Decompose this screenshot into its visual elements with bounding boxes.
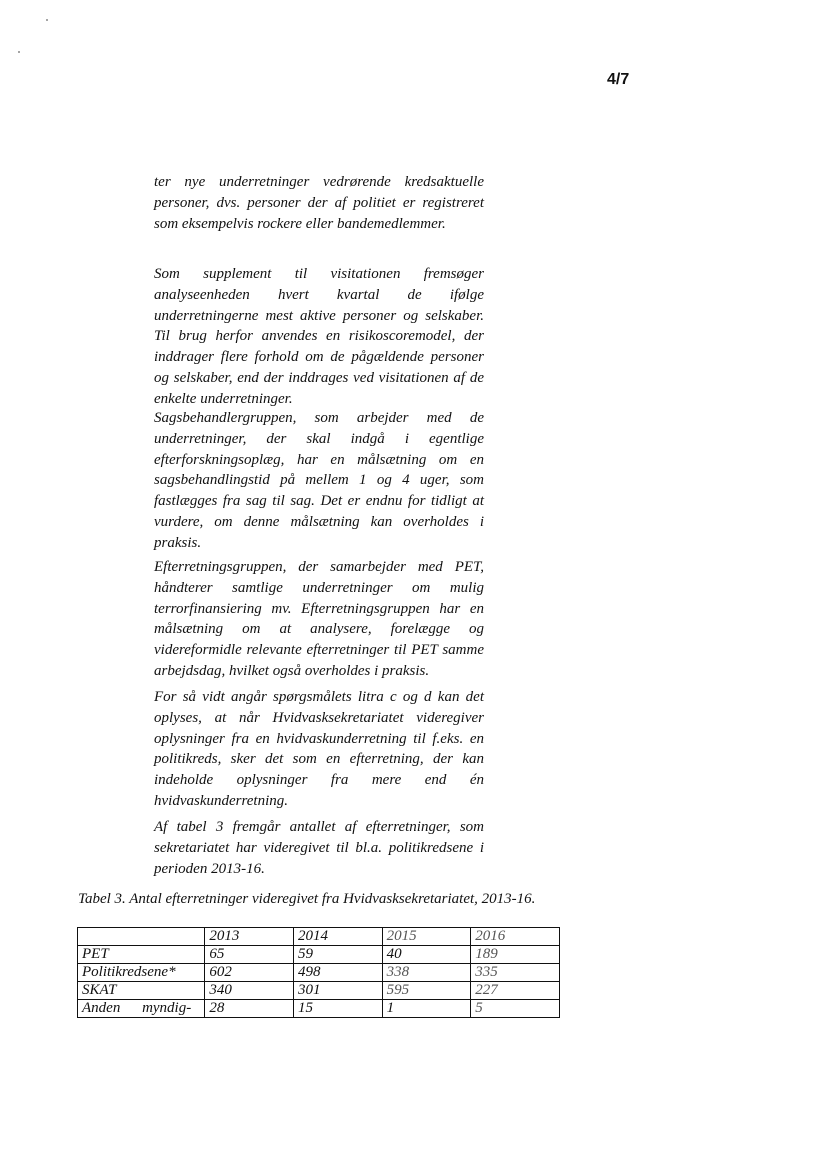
table-cell: 15 (294, 1000, 383, 1018)
table-row (78, 982, 560, 1000)
table-cell: 1 (382, 1000, 471, 1018)
efterretninger-table (77, 927, 560, 1018)
page-number: 4/7 (607, 71, 630, 88)
table-cell: 40 (382, 946, 471, 964)
table-cell: 498 (294, 964, 383, 982)
paragraph-3: Sagsbehandlergruppen, som arbejder med de underretninger, der skal indgå i egentlige efterforskningsoplæg, har en målsætning om en sagsbehandlingstid på mellem 1 og 4 uger, som fastlægges fra sag til sag. Det er endnu for tidligt at vurdere, om denne målsætning kan overholdes i praksis. (154, 410, 484, 551)
table-cell: 227 (471, 982, 560, 1000)
table-row (78, 946, 560, 964)
paragraph-6: Af tabel 3 fremgår antallet af efterretninger, som sekretariatet har videregivet til bl.a. politikredsene i perioden 2013-16. (154, 819, 484, 877)
scan-speck (18, 51, 20, 53)
table-cell: 595 (382, 982, 471, 1000)
table-header-row (78, 928, 560, 946)
table-caption: Tabel 3. Antal efterretninger videregivet fra Hvidvasksekretariatet, 2013-16. (78, 891, 536, 907)
table-header-cell: 2013 (205, 928, 294, 946)
table-row-label: PET (78, 946, 205, 964)
paragraph-4: Efterretningsgruppen, der samarbejder med PET, håndterer samtlige underretninger om mulig terrorfinansiering mv. Efterretningsgruppen har en målsætning om at analysere, forelægge og videreformidle relevante efterretninger til PET samme arbejdsdag, hvilket også overholdes i praksis. (154, 559, 484, 679)
table-header-cell: 2015 (382, 928, 471, 946)
table-cell: 340 (205, 982, 294, 1000)
table-header-cell (78, 928, 205, 946)
table-cell: 28 (205, 1000, 294, 1018)
table-cell: 602 (205, 964, 294, 982)
table-cell: 59 (294, 946, 383, 964)
table-row-label: SKAT (78, 982, 205, 1000)
table-cell: 301 (294, 982, 383, 1000)
table-cell: 65 (205, 946, 294, 964)
table-header-cell: 2016 (471, 928, 560, 946)
table-cell: 335 (471, 964, 560, 982)
table-cell: 189 (471, 946, 560, 964)
table-row-label: Politikredsene* (78, 964, 205, 982)
table-row (78, 964, 560, 982)
table-cell: 5 (471, 1000, 560, 1018)
paragraph-5: For så vidt angår spørgsmålets litra c og d kan det oplyses, at når Hvidvasksekretariatet videregiver oplysninger fra en hvidvaskunderretning til f.eks. en politikreds, sker det som en efterretning, der kan indeholde oplysninger fra mere end én hvidvaskunderretning. (154, 689, 484, 809)
scan-speck (46, 19, 48, 21)
table-header-cell: 2014 (294, 928, 383, 946)
paragraph-1: ter nye underretninger vedrørende kredsaktuelle personer, dvs. personer der af politiet er registreret som eksempelvis rockere eller bandemedlemmer. (154, 174, 484, 232)
paragraph-2: Som supplement til visitationen fremsøger analyseenheden hvert kvartal de ifølge underretningerne mest aktive personer og selskaber. Til brug herfor anvendes en risikoscoremodel, der inddrager flere forhold om de pågældende personer og selskaber, end der inddrages ved visitationen af de enkelte underretninger. (154, 266, 484, 407)
table-row (78, 1000, 560, 1018)
table-cell: 338 (382, 964, 471, 982)
table-row-label: Anden myndig- (78, 1000, 205, 1018)
